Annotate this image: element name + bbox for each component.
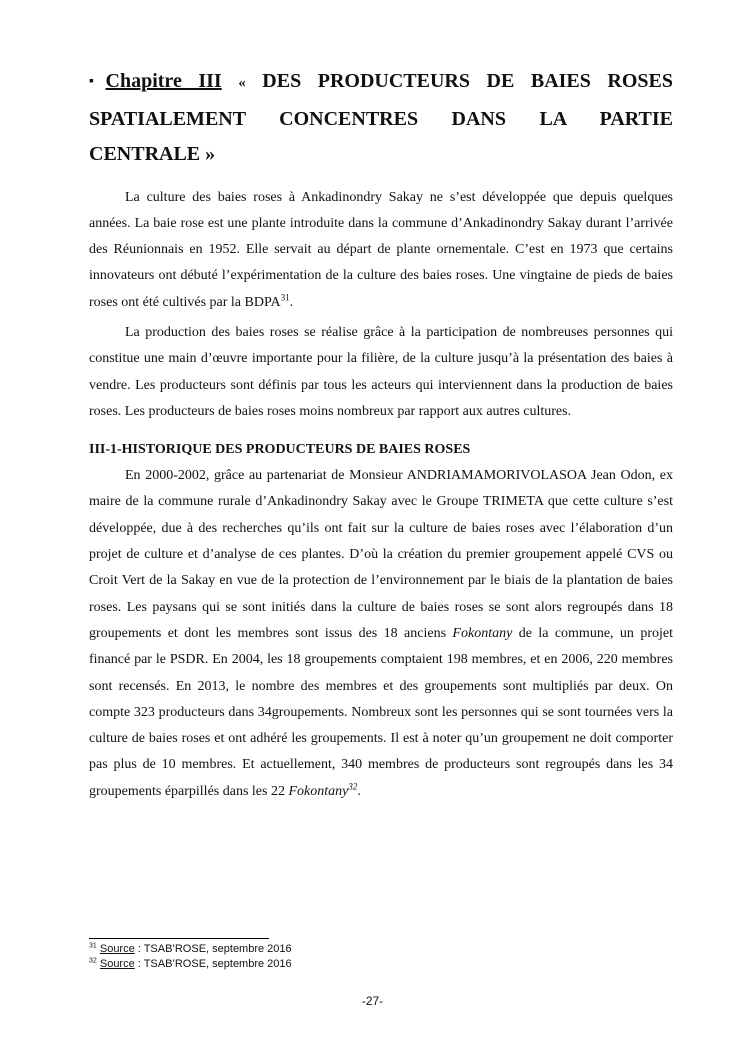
fokontany-term: Fokontany [288,783,349,799]
intro-paragraph-2: La production des baies roses se réalise grâce à la participation de nombreuses personnes qui constitue une main d’œuvre importante pour la filière, de la culture jusqu’à la présentation des baies à vendre. Les producteurs sont définis par tous les acteurs qui interviennent dans la production de baies roses. Les producteurs de baies roses moins nombreux par rapport aux autres cultures. [89,324,673,419]
intro-paragraph-1-text: La culture des baies roses à Ankadinondry Sakay ne s’est développée que depuis quelques années. La baie rose est une plante introduite dans la commune d’Ankadinondry Sakay durant l’arrivée des Réunionnais en 1952. Elle servait au départ de plante ornementale. C’est en 1973 que certains innovateurs ont débuté l’expérimentation de la culture des baies roses. Une vingtaine de pieds de baies roses ont été cultivés par la BDPA [89,189,673,310]
footnote-text: : TSAB’ROSE, septembre 2016 [134,943,292,955]
intro-paragraph-1 [89,185,673,316]
bullet-icon: ▪ [89,74,106,89]
section-paragraph [89,463,673,805]
intro-paragraph-1-end: . [289,294,294,310]
section-paragraph-end: . [357,783,361,799]
footnote-source-label: Source [99,943,135,955]
footnote-source-label: Source [99,958,135,970]
chapter-title [89,64,673,173]
document-page [89,64,673,805]
page-number: -27- [361,994,384,1008]
footnote-divider [89,938,269,939]
open-quote: « [238,75,246,91]
footnote-number: 32 [89,957,97,965]
footnote-item [89,942,389,957]
footnote-ref-32-number: 32 [348,781,358,792]
footnote-ref-32[interactable] [348,781,357,791]
footnote-number: 31 [89,942,97,950]
fokontany-term: Fokontany [452,625,513,641]
footnotes [89,938,389,972]
chapter-title-text: DES PRODUCTEURS DE BAIES ROSES SPATIALEMENT CONCENTRES DANS LA PARTIE CENTRALE » [89,70,674,165]
section-paragraph-part-1: En 2000-2002, grâce au partenariat de Monsieur ANDRIAMAMORIVOLASOA Jean Odon, ex maire de la commune rurale d’Ankadinondry Sakay avec le Groupe TRIMETA que cette culture s’est développée, due à des recherches qu’ils ont fait sur la culture de baies roses avec l’élaboration d’un projet de culture et d’analyse de ces plantes. D’où la création du premier groupement appelé CVS ou Croit Vert de la Sakay en vue de la protection de l’environnement par le biais de la plantation de baies roses. Les paysans qui se sont initiés dans la culture de baies roses se sont alors regroupés dans 18 groupements et dont les membres sont issus des 18 anciens [89,468,673,641]
chapter-label: Chapitre III [105,70,222,92]
section-heading: III-1-HISTORIQUE DES PRODUCTEURS DE BAIES ROSES [89,442,471,458]
footnote-item [89,957,389,972]
section-paragraph-part-2: de la commune, un projet financé par le PSDR. En 2004, les 18 groupements comptaient 198 membres, et en 2006, 220 membres sont recensés. En 2013, le nombre des membres et des groupements sont multipliés par deux. On compte 323 producteurs dans 34groupements. Nombreux sont les personnes qui se sont tournées vers la culture de baies roses et ont adhéré les groupements. Il est à noter qu’un groupement ne doit comporter pas plus de 10 membres. Et actuellement, 340 membres de producteurs sont regroupés dans les 34 groupements éparpillés dans les 22 [89,625,673,799]
footnote-ref-31[interactable]: 31 [280,292,290,303]
footnote-text: : TSAB’ROSE, septembre 2016 [134,958,292,970]
